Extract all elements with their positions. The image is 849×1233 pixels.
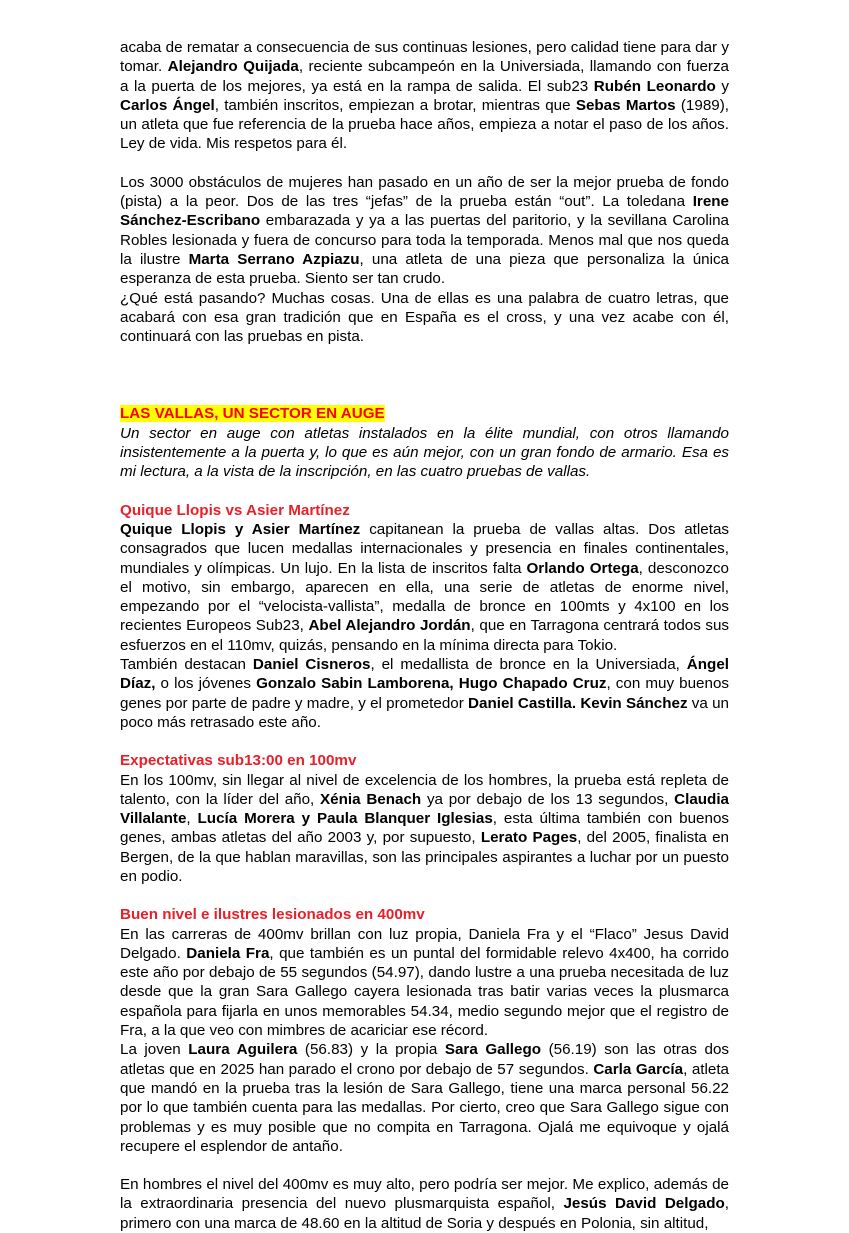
paragraph-110mv-2: También destacan Daniel Cisneros, el medallista de bronce en la Universiada, Ángel Díaz, o los jóvenes Gonzalo Sabin Lamborena, Hugo Chapado Cruz, con muy buenos genes por parte de padre y madre, y el prometedor Daniel Castilla. Kevin Sánchez va un poco más retrasado este año. [120,656,729,731]
bold-name: Ángel Díaz, [120,656,729,693]
section-title: LAS VALLAS, UN SECTOR EN AUGE [120,405,385,423]
bold-name: Daniel Cisneros [252,656,371,674]
subheading-100mv: Expectativas sub13:00 en 100mv [120,752,357,770]
section-heading-hurdles [120,404,729,423]
bold-name: Carlos Ángel [120,96,215,114]
paragraph-steeplechase-men: acaba de rematar a consecuencia de sus continuas lesiones, pero calidad tiene para dar y tomar. Alejandro Quijada, reciente subcampeón en la Universiada, llamando con fuerza a la puerta de los mejores, ya está en la rampa de salida. El sub23 Rubén Leonardo y Carlos Ángel, también inscritos, empiezan a brotar, mientras que Sebas Martos (1989), un atleta que fue referencia de la prueba hace años, empieza a notar el paso de los años. Ley de vida. Mis respetos para él. [120,39,730,153]
paragraph-110mv-1: Quique Llopis y Asier Martínez capitanean la prueba de vallas altas. Dos atletas consagrados que lucen medallas internacionales y presencia en finales continentales, mundiales y olímpicas. Un lujo. En la lista de inscritos falta Orlando Ortega, desconozco el motivo, sin embargo, aparecen en ella, una serie de atletas de enorme nivel, empezando por el “velocista-vallista”, medalla de bronce en 100mts y 4x100 en los recientes Europeos Sub23, Abel Alejandro Jordán, que en Tarragona centrará todos sus esfuerzos en el 110mv, quizás, pensando en la mínima directa para Tokio. [120,520,729,654]
bold-name: Sebas Martos [575,96,676,114]
paragraph-400mv-1: En las carreras de 400mv brillan con luz propia, Daniela Fra y el “Flaco” Jesus David Delgado. Daniela Fra, que también es un puntal del formidable relevo 4x400, ha corrido este año por debajo de 55 segundos (54.97), dando lustre a una prueba necesitada de luz desde que la gran Sara Gallego cayera lesionada tras batir varias veces la plusmarca española para fijarla en unos memorables 54.34, medio segundo mejor que el registro de Fra, a la que veo con mimbres de acariciar ese récord. [120,925,730,1040]
bold-name: Marta Serrano Azpiazu [188,250,360,268]
bold-name: Alejandro Quijada [167,58,299,76]
bold-name: Daniela Fra [186,944,270,962]
bold-name: Sara Gallego [444,1041,542,1059]
subheading-400mv: Buen nivel e ilustres lesionados en 400mv [120,906,425,924]
bold-name: Xénia Benach [320,790,422,808]
paragraph-400mv-2: La joven Laura Aguilera (56.83) y la propia Sara Gallego (56.19) son las otras dos atletas que en 2025 han parado el crono por debajo de 57 segundos. Carla García, atleta que mandó en la prueba tras la lesión de Sara Gallego, tiene una marca personal 56.22 por lo que también cuenta para las medallas. Por cierto, creo que Sara Gallego sigue con problemas y es muy posible que no compita en Tarragona. Ojalá me equivoque y ojalá recupere el esplendor de antaño. [120,1041,730,1155]
bold-name: Carla García [593,1060,684,1078]
bold-name: Quique Llopis y Asier Martínez [120,520,361,538]
bold-name: Jesús David Delgado [563,1195,725,1213]
paragraph-100mv: En los 100mv, sin llegar al nivel de excelencia de los hombres, la prueba está repleta de talento, con la líder del año, Xénia Benach ya por debajo de los 13 segundos, Claudia Villalante, Lucía Morera y Paula Blanquer Iglesias, esta última también con buenos genes, ambas atletas del año 2003 y, por supuesto, Lerato Pages, del 2005, finalista en Bergen, de la que hablan maravillas, son las principales aspirantes a luchar por un puesto en podio. [120,771,729,885]
bold-name: Gonzalo Sabin Lamborena, Hugo Chapado Cruz [256,675,607,693]
bold-name: Abel Alejandro Jordán [308,617,471,635]
bold-name: Orlando Ortega [526,559,639,577]
section-intro: Un sector en auge con atletas instalados en la élite mundial, con otros llamando insistentemente a la puerta y, lo que es aún mejor, con un gran fondo de armario. Esa es mi lectura, a la vista de la inscripción, en las cuatro pruebas de vallas. [120,424,729,481]
bold-name: Lucía Morera y Paula Blanquer Iglesias [197,810,493,828]
bold-name: Claudia Villalante [120,790,729,828]
bold-name: Irene Sánchez-Escribano [120,193,729,230]
bold-name: Laura Aguilera [188,1041,298,1059]
bold-name: Lerato Pages [480,829,578,847]
bold-name: Rubén Leonardo [593,77,716,95]
paragraph-400mv-men: En hombres el nivel del 400mv es muy alto, pero podría ser mejor. Me explico, además de la extraordinaria presencia del nuevo plusmarquista español, Jesús David Delgado, primero con una marca de 48.60 en la altitud de Soria y después en Polonia, sin altitud, [120,1176,729,1232]
paragraph-what-is-happening: ¿Qué está pasando? Muchas cosas. Una de ellas es una palabra de cuatro letras, que acabará con esa gran tradición que en España es el cross, y una vez acabe con él, continuará con las pruebas en pista. [120,289,729,346]
bold-name: Kevin Sánchez [580,694,688,712]
paragraph-steeplechase-women: Los 3000 obstáculos de mujeres han pasado en un año de ser la mejor prueba de fondo (pista) a la peor. Dos de las tres “jefas” de la prueba están “out”. La toledana Irene Sánchez-Escribano embarazada y ya a las puertas del paritorio, y la sevillana Carolina Robles lesionada y fuera de concurso para toda la temporada. Menos mal que nos queda la ilustre Marta Serrano Azpiazu, una atleta de una pieza que personaliza la única esperanza de esta prueba. Siento ser tan crudo. [120,173,729,288]
subheading-110mv: Quique Llopis vs Asier Martínez [120,501,350,519]
bold-name: Daniel Castilla. [468,694,577,712]
